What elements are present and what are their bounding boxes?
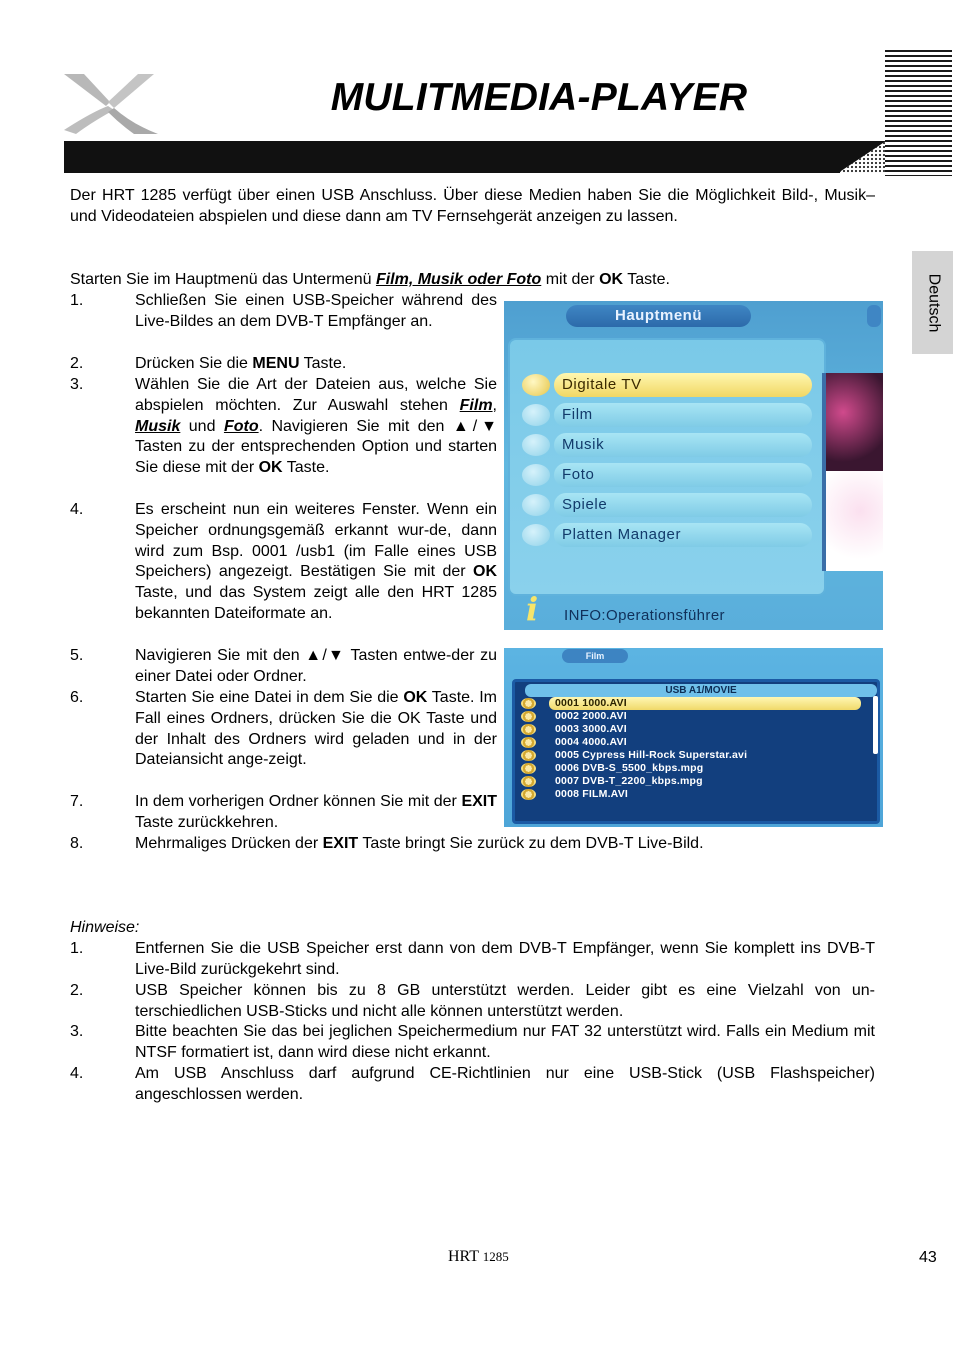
- dot-pattern-icon: [838, 141, 886, 173]
- info-icon: i: [526, 590, 539, 628]
- intro-paragraph: Der HRT 1285 verfügt über einen USB Anschluss. Über diese Medien haben Sie die Möglichkeit Bild-, Musik– und Videodateien abspielen und diese dann am TV Fernsehgerät anzeigen zu lassen.: [70, 187, 875, 225]
- menu-item-musik[interactable]: Musik: [554, 433, 812, 457]
- file-row[interactable]: 0007 DVB-T_2200_kbps.mpg: [519, 775, 861, 788]
- menu-bullet-icon: [522, 464, 550, 486]
- file-row[interactable]: 0002 2000.AVI: [519, 710, 861, 723]
- film-reel-icon: [521, 711, 536, 722]
- menu-item-spiele[interactable]: Spiele: [554, 493, 812, 517]
- main-menu-screenshot: [504, 301, 883, 630]
- menu-bullet-icon: [522, 434, 550, 456]
- decorative-stripes: [885, 50, 952, 176]
- film-reel-icon: [521, 698, 536, 709]
- ok-key-label: OK: [599, 271, 624, 288]
- film-reel-icon: [521, 750, 536, 761]
- main-menu-title: Hauptmenü: [566, 305, 751, 327]
- menu-item-platten-manager[interactable]: Platten Manager: [554, 523, 812, 547]
- film-browser-title: Film: [562, 649, 628, 663]
- page-title: MULITMEDIA-PLAYER: [330, 76, 748, 119]
- file-row[interactable]: 0008 FILM.AVI: [519, 788, 861, 801]
- live-preview-image: [822, 373, 883, 571]
- scrollbar[interactable]: [873, 696, 878, 754]
- folder-path: USB A1/MOVIE: [525, 684, 877, 697]
- notes-heading: Hinweise:: [70, 919, 140, 936]
- menu-corner-tab: [867, 305, 881, 327]
- file-row[interactable]: 0003 3000.AVI: [519, 723, 861, 736]
- menu-bullet-icon: [522, 494, 550, 516]
- file-row[interactable]: 0005 Cypress Hill-Rock Superstar.avi: [519, 749, 861, 762]
- file-row[interactable]: 0001 1000.AVI: [519, 697, 861, 710]
- film-reel-icon: [521, 763, 536, 774]
- file-row[interactable]: 0004 4000.AVI: [519, 736, 861, 749]
- title-bar: [64, 141, 840, 173]
- film-reel-icon: [521, 776, 536, 787]
- menu-bullet-icon: [522, 374, 550, 396]
- page-number: 43: [919, 1249, 937, 1266]
- menu-bullet-icon: [522, 524, 550, 546]
- film-browser-screenshot: [504, 648, 883, 827]
- submenu-link: Film, Musik oder Foto: [375, 271, 542, 288]
- menu-item-foto[interactable]: Foto: [554, 463, 812, 487]
- info-hint: INFO:Operationsführer: [564, 607, 725, 624]
- menu-item-digitale-tv[interactable]: Digitale TV: [554, 373, 812, 397]
- menu-item-film[interactable]: Film: [554, 403, 812, 427]
- menu-bullet-icon: [522, 404, 550, 426]
- model-name: HRT 1285: [448, 1248, 509, 1265]
- film-reel-icon: [521, 789, 536, 800]
- film-reel-icon: [521, 724, 536, 735]
- film-reel-icon: [521, 737, 536, 748]
- file-list-panel: [512, 679, 880, 824]
- file-row[interactable]: 0006 DVB-S_5500_kbps.mpg: [519, 762, 861, 775]
- start-instruction: Starten Sie im Hauptmenü das Untermenü Film, Musik oder Foto mit der OK Taste.: [70, 271, 670, 288]
- language-tab: Deutsch: [912, 251, 953, 354]
